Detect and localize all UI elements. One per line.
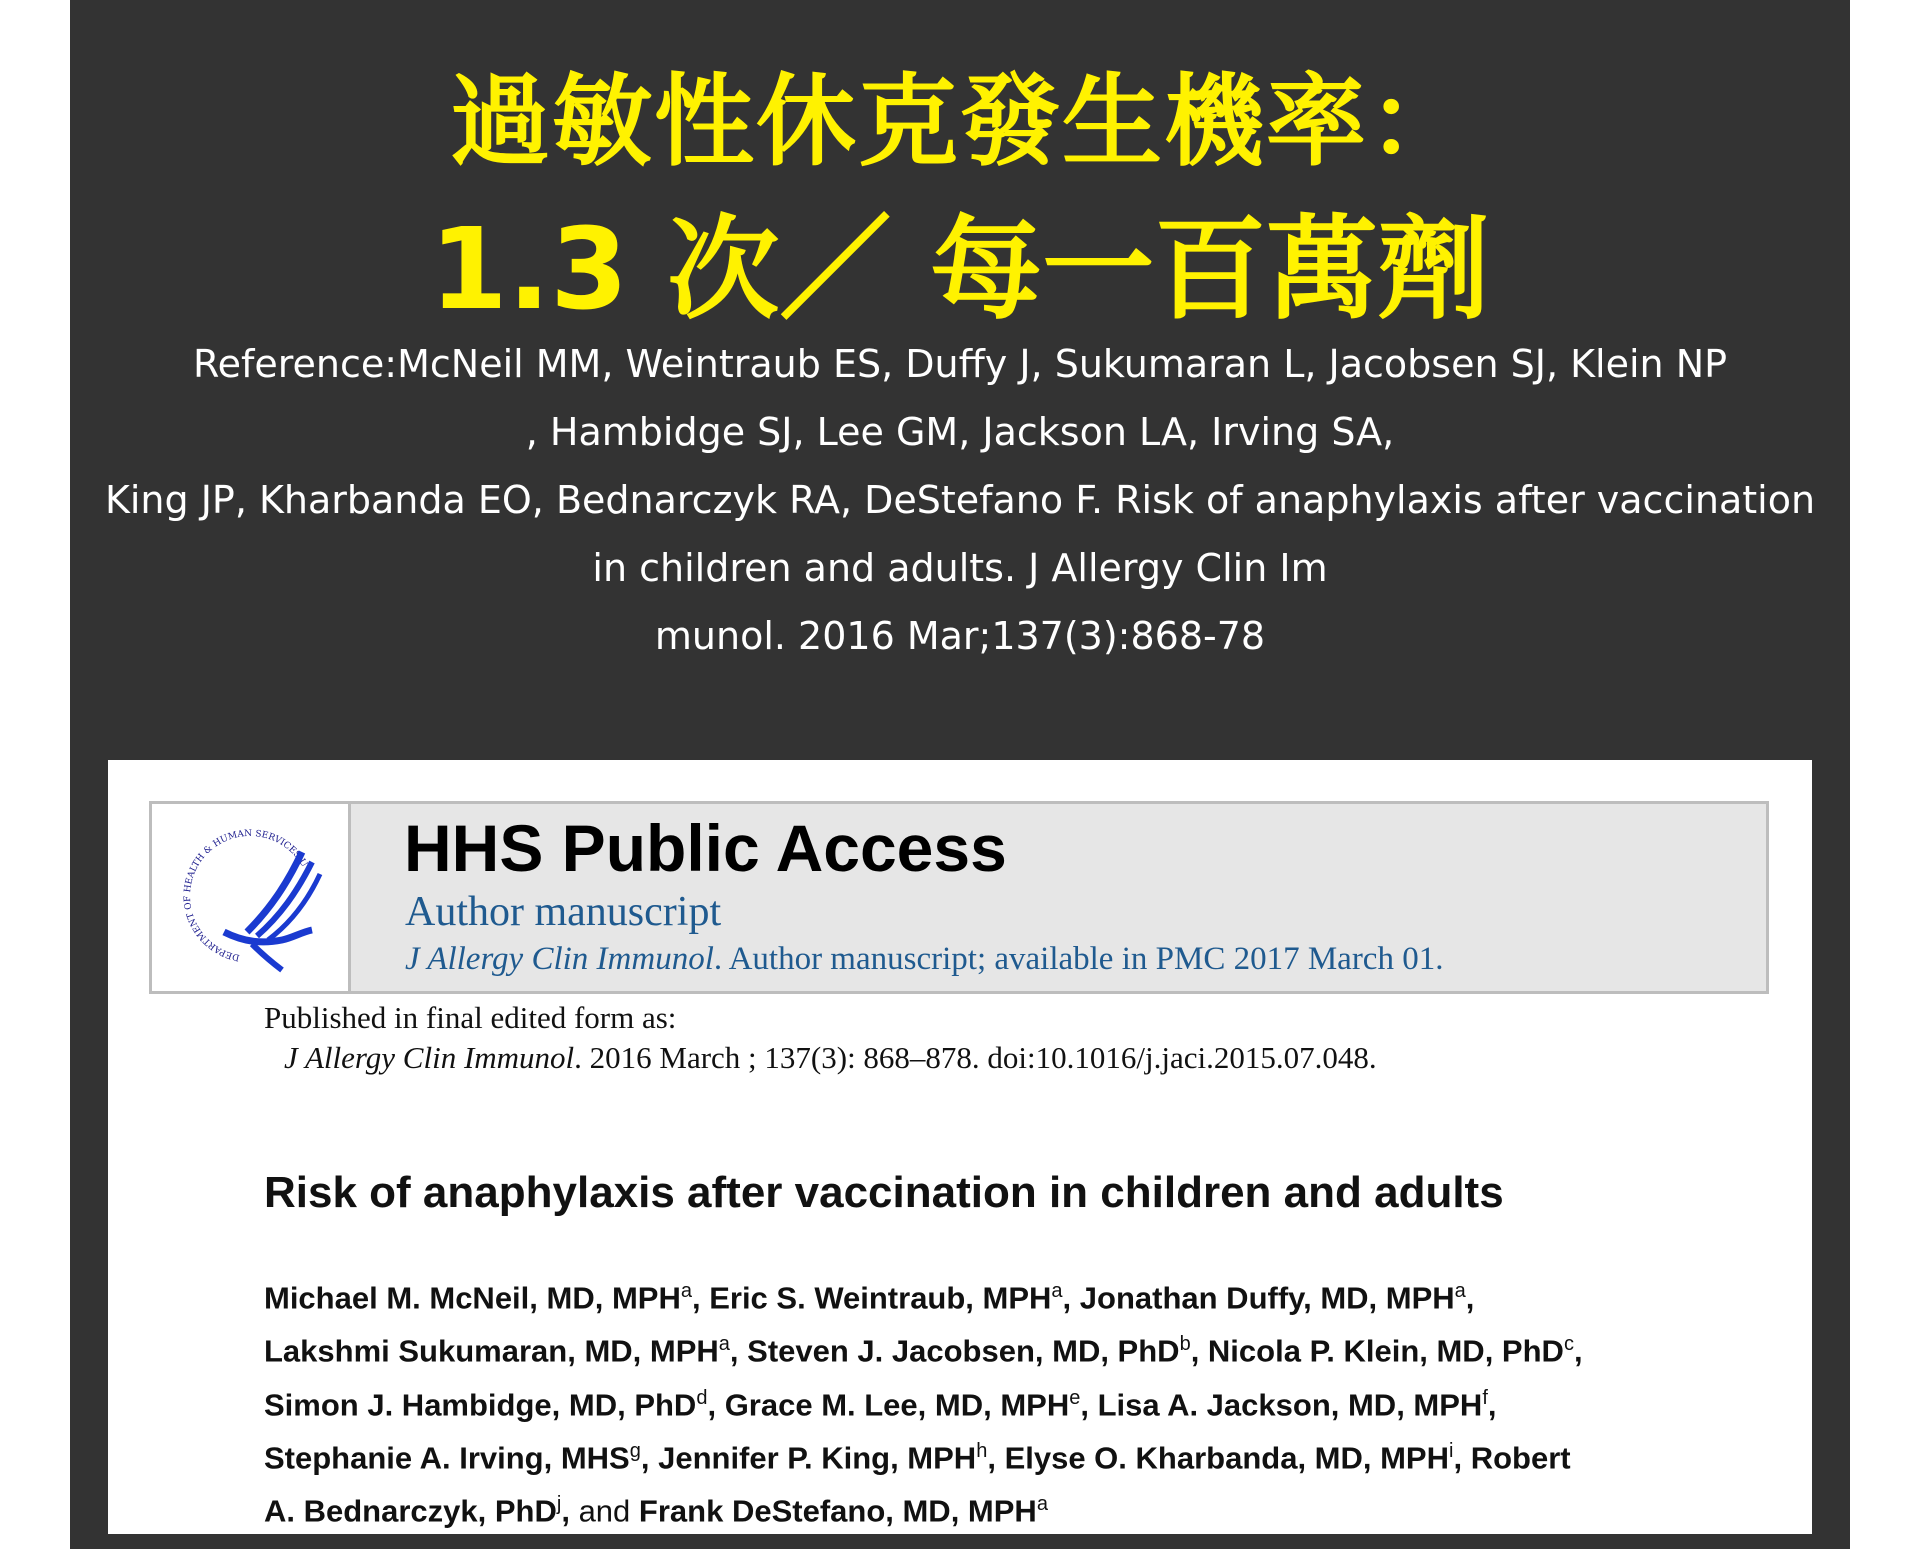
svg-text:DEPARTMENT OF HEALTH & HUMAN S: DEPARTMENT OF HEALTH & HUMAN SERVICES·U xyxy=(182,828,309,963)
and-word: and xyxy=(578,1493,631,1529)
author: Lakshmi Sukumaran, MD, MPH xyxy=(264,1333,719,1369)
author-continued: A. Bednarczyk, PhD xyxy=(264,1493,557,1529)
author: Jonathan Duffy, MD, MPH xyxy=(1079,1280,1455,1316)
author: Stephanie A. Irving, MHS xyxy=(264,1440,630,1476)
affiliation-mark: a xyxy=(680,1280,692,1302)
affiliation-mark: a xyxy=(1454,1280,1466,1302)
availability-text: . Author manuscript; available in PMC 2017 March 01. xyxy=(713,941,1444,977)
reference-line: King JP, Kharbanda EO, Bednarczyk RA, DeStefano F. Risk of anaphylaxis after vaccination xyxy=(104,478,1816,522)
journal-name: J Allergy Clin Immunol xyxy=(405,941,714,977)
hhs-logo xyxy=(152,804,351,991)
citation xyxy=(284,1040,1377,1076)
author: Grace M. Lee, MD, MPH xyxy=(724,1386,1070,1422)
author-manuscript-label: Author manuscript xyxy=(405,889,722,935)
author: Nicola P. Klein, MD, PhD xyxy=(1207,1333,1564,1369)
reference-line: munol. 2016 Mar;137(3):868-78 xyxy=(654,614,1266,658)
hhs-public-access-title: HHS Public Access xyxy=(404,811,1007,885)
affiliation-mark: a xyxy=(1051,1280,1063,1302)
hhs-header-box xyxy=(149,801,1769,994)
article-title: Risk of anaphylaxis after vaccination in children and adults xyxy=(264,1168,1504,1217)
headline-line2: 1.3 次／ 每一百萬劑 xyxy=(429,205,1491,335)
author-list: Michael M. McNeil, MD, MPH$^a$, Eric S. Weintraub, MPH$^a$, Jonathan Duffy, MD, MPH$^a$, Lakshmi Sukumaran, MD, MPH$^a$, Steven J. Jacobsen, MD, PhD$^b$, Nicola P. Klein, MD, PhD$^c$, Simon J. Hambidge, MD, PhD$^d$, Grace M. Lee, MD, MPH$^e$, Lisa A. Jackson, MD, MPH$^f$, Stephanie A. Irving, MHS$^g$, Jennifer P. King, MPH$^h$, Elyse O. Kharbanda, MD, MPH$^i$, Robert A. Bednarczyk, PhD$^j$, and Frank DeStefano, MD, MPH$^a$ xyxy=(264,1280,1583,1529)
affiliation-mark: f xyxy=(1482,1386,1488,1409)
author: Robert xyxy=(1470,1440,1571,1476)
reference-text xyxy=(70,330,1850,670)
affiliation-mark: j xyxy=(556,1493,562,1516)
affiliation-mark: h xyxy=(976,1439,988,1462)
author: Elyse O. Kharbanda, MD, MPH xyxy=(1004,1440,1449,1476)
affiliation-mark: d xyxy=(696,1386,708,1409)
affiliation-mark: g xyxy=(629,1439,641,1462)
affiliation-mark: c xyxy=(1563,1333,1574,1356)
citation-details: . 2016 March ; 137(3): 868–878. doi:10.1016/j.jaci.2015.07.048. xyxy=(574,1040,1377,1075)
citation-journal: J Allergy Clin Immunol xyxy=(284,1040,575,1075)
author: Eric S. Weintraub, MPH xyxy=(709,1280,1052,1316)
published-label: Published in final edited form as: xyxy=(264,1000,677,1035)
affiliation-mark: a xyxy=(1036,1493,1048,1516)
hhs-eagle-icon xyxy=(152,804,348,991)
reference-line: , Hambidge SJ, Lee GM, Jackson LA, Irving SA, xyxy=(525,410,1395,454)
affiliation-mark: i xyxy=(1449,1439,1454,1462)
author: Jennifer P. King, MPH xyxy=(658,1440,977,1476)
author: Michael M. McNeil, MD, MPH xyxy=(264,1280,681,1316)
author: Simon J. Hambidge, MD, PhD xyxy=(264,1386,697,1422)
author: Steven J. Jacobsen, MD, PhD xyxy=(747,1333,1180,1369)
affiliation-mark: e xyxy=(1069,1386,1081,1409)
affiliation-mark: a xyxy=(718,1333,730,1356)
reference-line: in children and adults. J Allergy Clin Im xyxy=(592,546,1328,590)
affiliation-mark: b xyxy=(1179,1333,1191,1356)
journal-availability xyxy=(405,941,1443,978)
author: Lisa A. Jackson, MD, MPH xyxy=(1097,1386,1483,1422)
reference-line: Reference:McNeil MM, Weintraub ES, Duffy J, Sukumaran L, Jacobsen SJ, Klein NP xyxy=(192,342,1728,386)
headline-line1: 過敏性休克發生機率： xyxy=(450,63,1470,180)
author: Frank DeStefano, MD, MPH xyxy=(638,1493,1037,1529)
